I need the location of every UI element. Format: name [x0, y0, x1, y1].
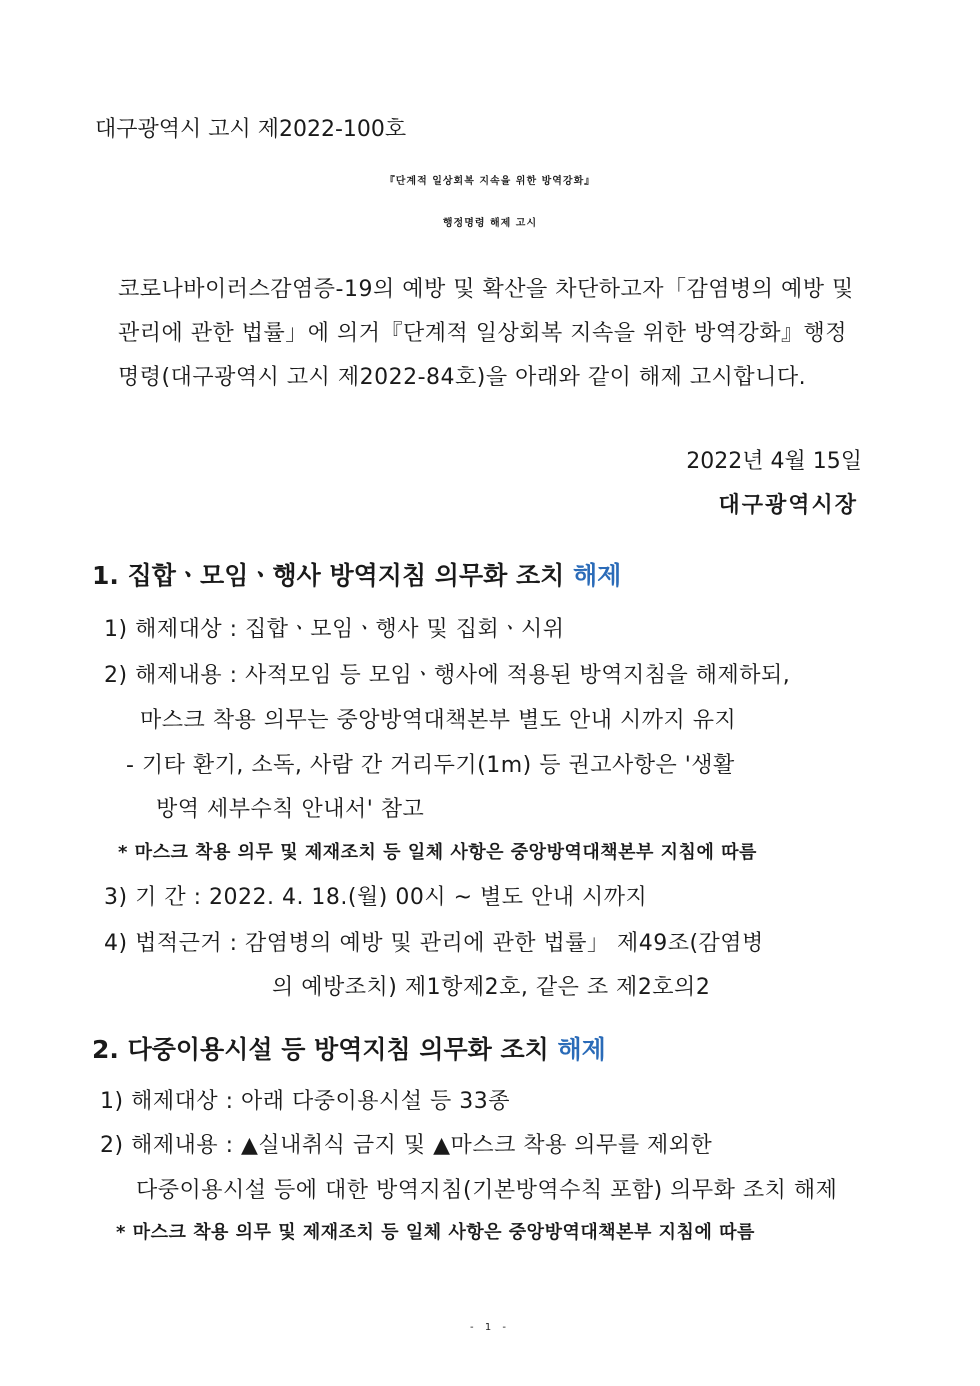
- section-1-heading-highlight: 해제: [572, 561, 622, 590]
- section-1-item-3: 3) 기 간 : 2022. 4. 18.(월) 00시 ~ 별도 안내 시까지: [104, 885, 648, 910]
- section-2-note: * 마스크 착용 의무 및 제재조치 등 일체 사항은 중앙방역대책본부 지침에 따름: [116, 1222, 755, 1243]
- section-1-item-1: 1) 해제대상 : 집합ㆍ모임ㆍ행사 및 집회ㆍ시위: [104, 617, 565, 642]
- section-1-heading-text: 1. 집합ㆍ모임ㆍ행사 방역지침 의무화 조치: [92, 561, 565, 590]
- notice-number: 대구광역시 고시 제2022-100호: [95, 117, 407, 142]
- document-title-line1: 『단계적 일상회복 지속을 위한 방역강화』: [384, 176, 596, 187]
- section-1-item-4: 4) 법적근거 : 감염병의 예방 및 관리에 관한 법률」 제49조(감염병: [104, 931, 764, 956]
- section-2-heading: [92, 1030, 606, 1066]
- section-1-heading: [92, 556, 621, 592]
- section-2-item-2: 2) 해제내용 : ▲실내취식 금지 및 ▲마스크 착용 의무를 제외한: [100, 1133, 713, 1158]
- section-2-heading-highlight: 해제: [557, 1035, 606, 1064]
- issuer-name: 대구광역시장: [718, 493, 858, 518]
- section-2-item-1: 1) 해제대상 : 아래 다중이용시설 등 33종: [100, 1089, 510, 1114]
- section-1-subitem-cont: 방역 세부수칙 안내서' 참고: [156, 797, 425, 822]
- intro-line-3: 명령(대구광역시 고시 제2022-84호)을 아래와 같이 해제 고시합니다.: [118, 365, 807, 390]
- section-1-item-4-cont: 의 예방조치) 제1항제2호, 같은 조 제2호의2: [272, 975, 711, 1000]
- intro-line-1: 코로나바이러스감염증-19의 예방 및 확산을 차단하고자「감염병의 예방 및: [118, 277, 854, 302]
- page-number: - 1 -: [470, 1322, 510, 1333]
- notice-date: 2022년 4월 15일: [686, 449, 862, 474]
- section-2-heading-text: 2. 다중이용시설 등 방역지침 의무화 조치: [92, 1035, 549, 1064]
- section-1-item-2-cont: 마스크 착용 의무는 중앙방역대책본부 별도 안내 시까지 유지: [140, 708, 737, 733]
- section-2-item-2-cont: 다중이용시설 등에 대한 방역지침(기본방역수칙 포함) 의무화 조치 해제: [136, 1178, 838, 1203]
- section-1-item-2: 2) 해제내용 : 사적모임 등 모임ㆍ행사에 적용된 방역지침을 해제하되,: [104, 663, 791, 688]
- section-1-subitem: - 기타 환기, 소독, 사람 간 거리두기(1m) 등 권고사항은 '생활: [126, 753, 735, 778]
- section-1-note: * 마스크 착용 의무 및 제재조치 등 일체 사항은 중앙방역대책본부 지침에 따름: [118, 842, 757, 863]
- intro-line-2: 관리에 관한 법률」에 의거『단계적 일상회복 지속을 위한 방역강화』행정: [118, 321, 848, 346]
- document-title-line2: 행정명령 해제 고시: [442, 218, 538, 229]
